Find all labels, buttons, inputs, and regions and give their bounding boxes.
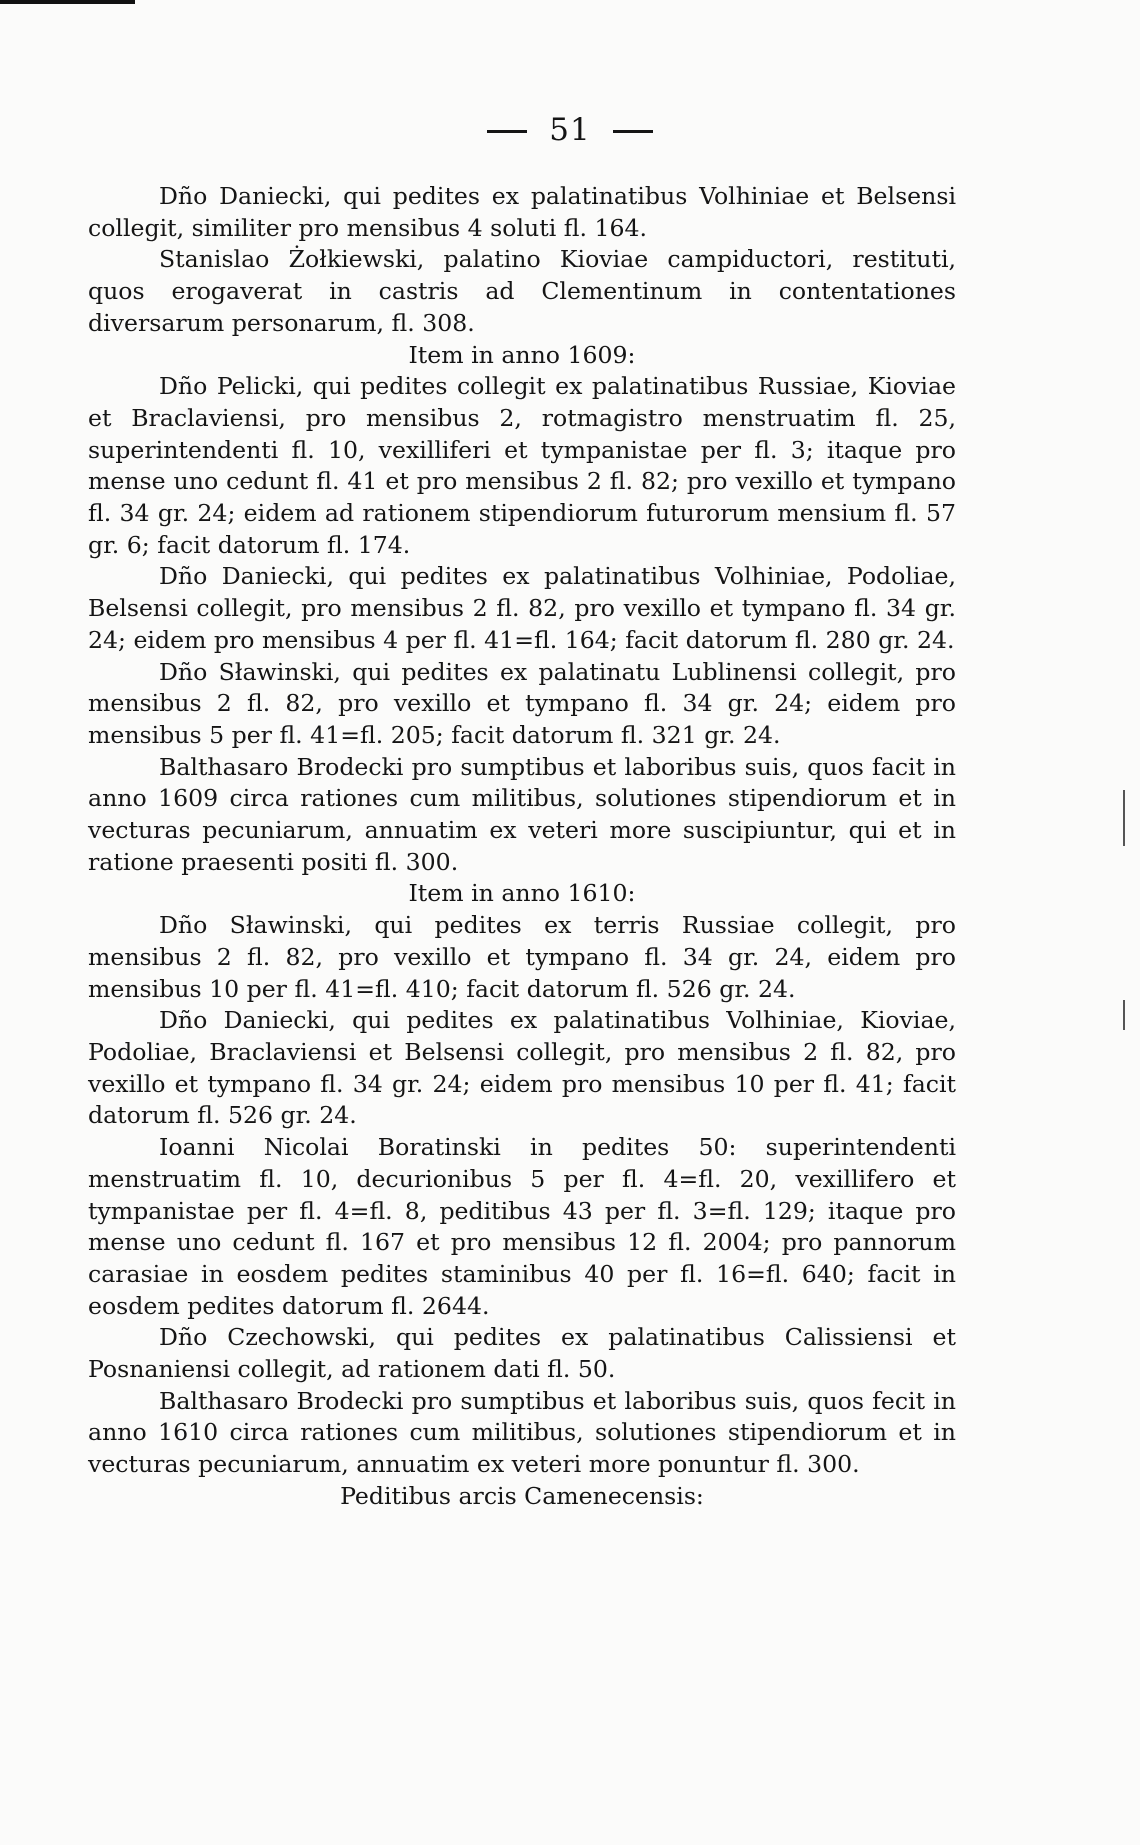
- section-heading: Item in anno 1609:: [408, 340, 636, 369]
- margin-mark: [1123, 1000, 1125, 1030]
- page-header: [0, 112, 1140, 148]
- page-number: 51: [549, 112, 591, 148]
- paragraph: Dño Daniecki, qui pedites ex palatinatibus Volhiniae et Belsensi collegit, similiter pro mensibus 4 soluti fl. 164.: [88, 182, 956, 242]
- paragraph: Dño Sławinski, qui pedites ex terris Russiae collegit, pro mensibus 2 fl. 82, pro vexillo et tympano fl. 34 gr. 24, eidem pro mensibus 10 per fl. 41=fl. 410; facit datorum fl. 526 gr. 24.: [88, 911, 956, 1003]
- header-dash-left: [487, 130, 527, 133]
- top-edge-rule: [0, 0, 135, 4]
- paragraph: Stanislao Żołkiewski, palatino Kioviae campiductori, restituti, quos erogaverat in castris ad Clementinum in contentationes diversarum personarum, fl. 308.: [88, 245, 956, 337]
- body-text: [88, 181, 956, 1513]
- header-dash-right: [613, 130, 653, 133]
- paragraph: Dño Daniecki, qui pedites ex palatinatibus Volhiniae, Podoliae, Belsensi collegit, pro mensibus 2 fl. 82, pro vexillo et tympano fl. 34 gr. 24; eidem pro mensibus 4 per fl. 41=fl. 164; facit datorum fl. 280 gr. 24.: [88, 562, 956, 654]
- paragraph: Dño Czechowski, qui pedites ex palatinatibus Calissiensi et Posnaniensi collegit, ad rationem dati fl. 50.: [88, 1323, 956, 1384]
- paragraph: Balthasaro Brodecki pro sumptibus et laboribus suis, quos fecit in anno 1610 circa rationes cum militibus, solutiones stipendiorum et in vecturas pecuniarum, annuatim ex veteri more ponuntur fl. 300.: [88, 1386, 956, 1479]
- paragraph: Balthasaro Brodecki pro sumptibus et laboribus suis, quos facit in anno 1609 circa rationes cum militibus, solutiones stipendiorum et in vecturas pecuniarum, annuatim ex veteri more suscipiuntur, qui et in ratione praesenti positi fl. 300.: [88, 752, 956, 876]
- paragraph: Dño Daniecki, qui pedites ex palatinatibus Volhiniae, Kioviae, Podoliae, Braclaviensi et Belsensi collegit, pro mensibus 2 fl. 82, pro vexillo et tympano fl. 34 gr. 24; eidem pro mensibus 10 per fl. 41; facit datorum fl. 526 gr. 24.: [88, 1006, 956, 1130]
- section-heading: Peditibus arcis Camenecensis:: [340, 1481, 704, 1510]
- margin-mark: [1123, 790, 1125, 846]
- paragraph: Ioanni Nicolai Boratinski in pedites 50: superintendenti menstruatim fl. 10, decurionibus 5 per fl. 4=fl. 20, vexillifero et tympanistae per fl. 4=fl. 8, peditibus 43 per fl. 3=fl. 129; itaque pro mense uno cedunt fl. 167 et pro mensibus 12 fl. 2004; pro pannorum carasiae in eosdem pedites staminibus 40 per fl. 16=fl. 640; facit in eosdem pedites datorum fl. 2644.: [88, 1133, 956, 1320]
- section-heading: Item in anno 1610:: [408, 879, 636, 908]
- paragraph: Dño Pelicki, qui pedites collegit ex palatinatibus Russiae, Kioviae et Braclaviensi, pro mensibus 2, rotmagistro menstruatim fl. 25, superintendenti fl. 10, vexilliferi et tympanistae per fl. 3; itaque pro mense uno cedunt fl. 41 et pro mensibus 2 fl. 82; pro vexillo et tympano fl. 34 gr. 24; eidem ad rationem stipendiorum futurorum mensium fl. 57 gr. 6; facit datorum fl. 174.: [88, 372, 956, 559]
- paragraph: Dño Sławinski, qui pedites ex palatinatu Lublinensi collegit, pro mensibus 2 fl. 82, pro vexillo et tympano fl. 34 gr. 24; eidem pro mensibus 5 per fl. 41=fl. 205; facit datorum fl. 321 gr. 24.: [88, 657, 956, 749]
